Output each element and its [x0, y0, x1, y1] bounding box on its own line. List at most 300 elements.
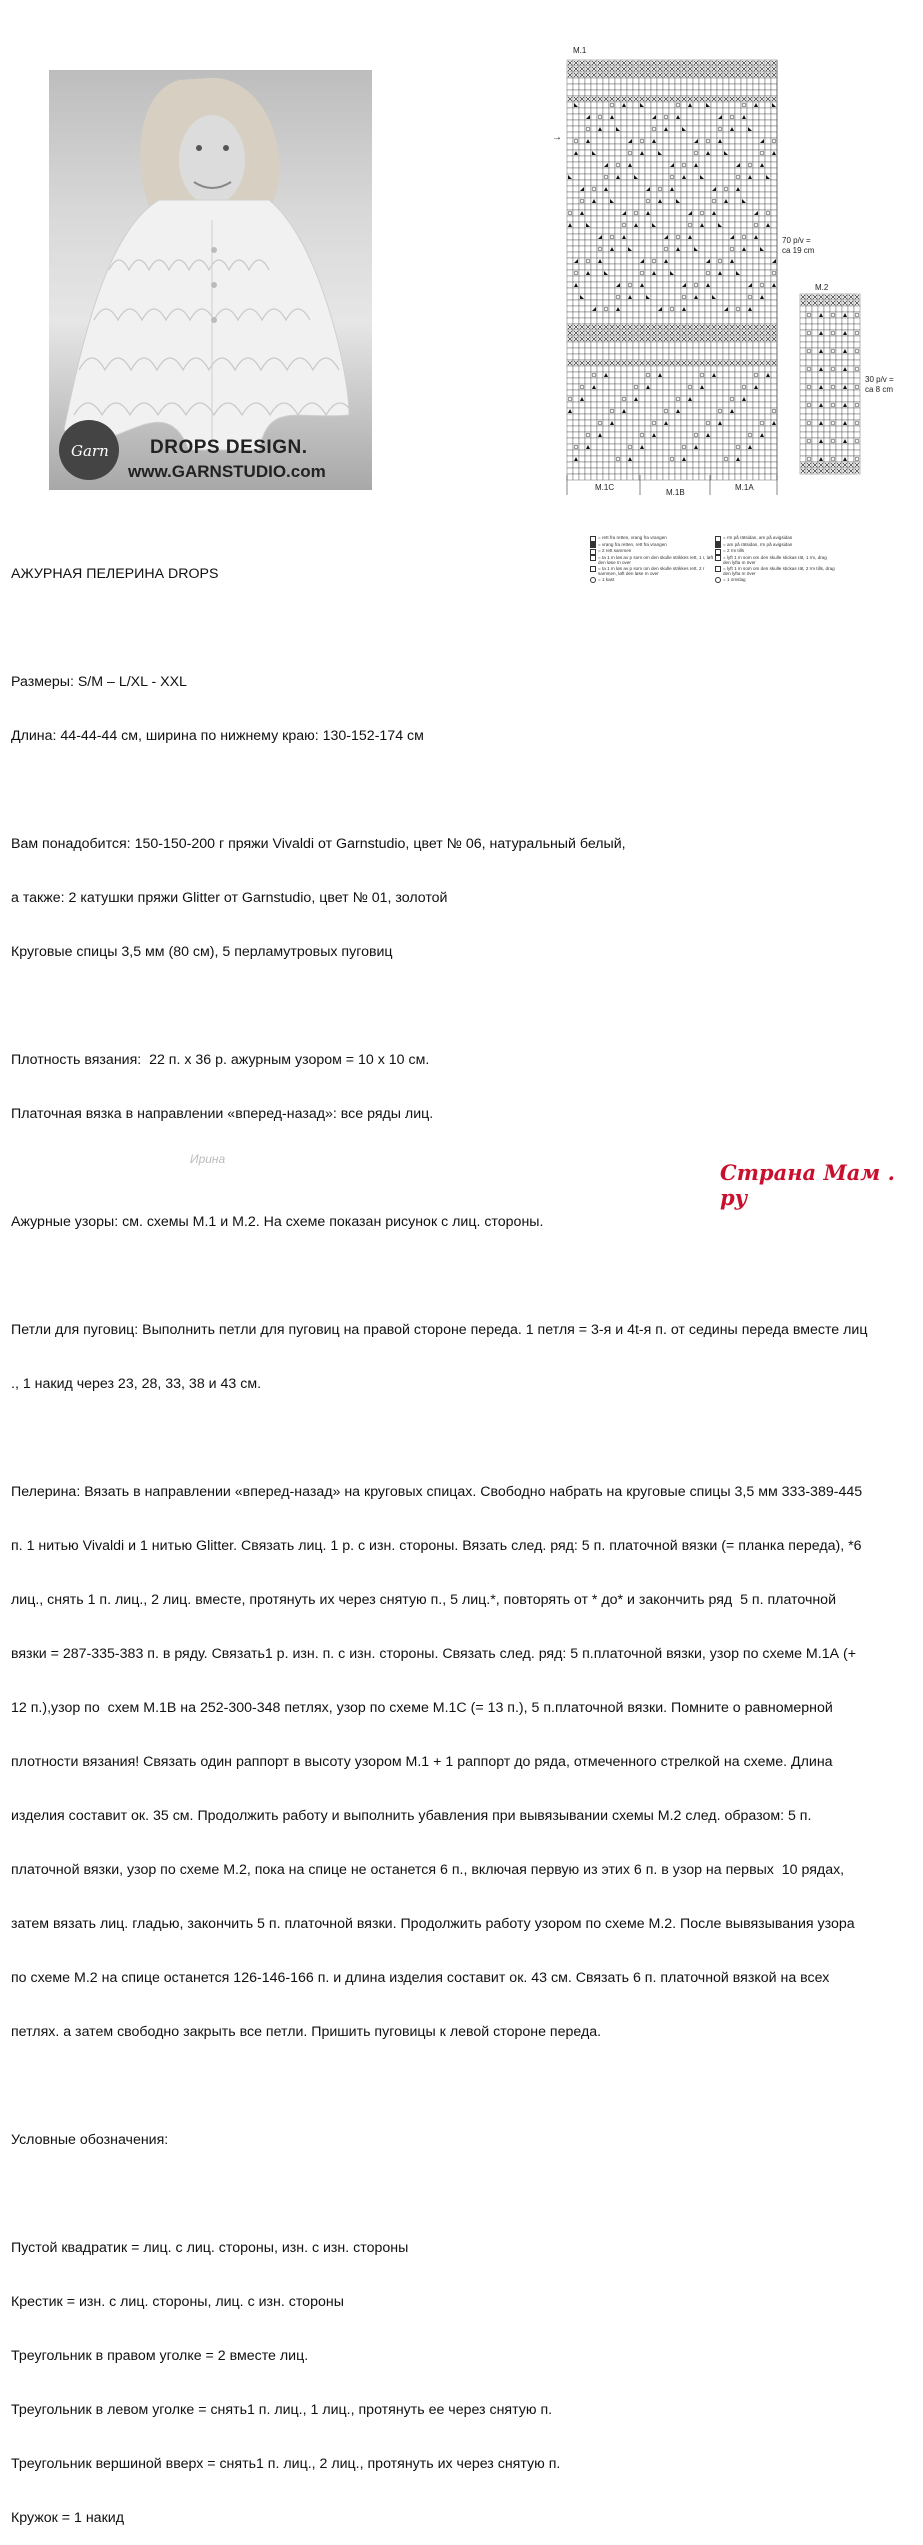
chart-cell — [615, 192, 621, 198]
chart-cell — [848, 354, 854, 360]
chart-cell — [741, 276, 747, 282]
chart-cell — [824, 312, 830, 318]
chart-cell — [771, 342, 777, 348]
chart-cell — [633, 144, 639, 150]
chart-cell — [651, 462, 657, 468]
chart-cell — [830, 354, 836, 360]
chart-cell — [627, 318, 633, 324]
chart-cell — [573, 342, 579, 348]
chart-cell — [723, 108, 729, 114]
chart-cell — [621, 180, 627, 186]
chart-cell — [645, 150, 651, 156]
chart-cell — [585, 108, 591, 114]
chart-cell — [717, 450, 723, 456]
chart-cell — [627, 180, 633, 186]
chart-cell — [633, 270, 639, 276]
chart-cell — [597, 216, 603, 222]
chart-cell — [639, 78, 645, 84]
chart-cell — [645, 402, 651, 408]
chart-cell — [645, 132, 651, 138]
chart-cell — [753, 186, 759, 192]
chart-cell — [645, 468, 651, 474]
chart-cell — [681, 408, 687, 414]
chart-cell — [633, 288, 639, 294]
chart-cell — [669, 474, 675, 480]
chart-cell — [729, 462, 735, 468]
chart-cell — [609, 438, 615, 444]
chart-cell — [645, 348, 651, 354]
chart-cell — [597, 252, 603, 258]
chart-cell — [705, 462, 711, 468]
chart-cell — [747, 408, 753, 414]
chart-cell — [693, 474, 699, 480]
chart-cell — [687, 456, 693, 462]
chart-cell — [621, 258, 627, 264]
chart-cell — [627, 204, 633, 210]
chart-cell — [645, 222, 651, 228]
chart-cell — [687, 270, 693, 276]
chart-cell — [669, 120, 675, 126]
chart-cell — [824, 450, 830, 456]
cape-line-1: Пелерина: Вязать в направлении «вперед-назад» на круговых спицах. Свободно набрать на круговые спицы 3,5 мм 333-389-445 — [11, 1484, 863, 1500]
chart-cell — [651, 408, 657, 414]
chart-cell — [711, 78, 717, 84]
chart-cell — [585, 102, 591, 108]
chart-cell — [663, 402, 669, 408]
chart-cell — [675, 126, 681, 132]
chart-cell — [663, 192, 669, 198]
chart-cell — [705, 174, 711, 180]
chart-cell — [639, 216, 645, 222]
chart-cell — [699, 306, 705, 312]
m2-height-note-1: 30 p/v = — [865, 375, 894, 384]
chart-cell — [765, 468, 771, 474]
chart-cell — [765, 144, 771, 150]
legend-row: = lyft 1 m som om den skulle stickas rät, 1 rm, drag den lyfta m över — [715, 555, 835, 566]
chart-cell — [591, 84, 597, 90]
chart-cell — [753, 168, 759, 174]
chart-cell — [753, 474, 759, 480]
chart-cell — [621, 120, 627, 126]
chart-cell — [651, 312, 657, 318]
chart-cell — [645, 432, 651, 438]
chart-cell — [806, 342, 812, 348]
chart-cell — [693, 186, 699, 192]
chart-cell — [687, 462, 693, 468]
chart-cell — [771, 390, 777, 396]
chart-cell — [669, 450, 675, 456]
chart-cell — [765, 168, 771, 174]
chart-cell — [567, 378, 573, 384]
chart-cell — [735, 84, 741, 90]
chart-cell — [842, 426, 848, 432]
chart-cell — [699, 114, 705, 120]
chart-cell — [651, 342, 657, 348]
chart-cell — [693, 108, 699, 114]
chart-cell — [579, 462, 585, 468]
chart-cell — [579, 474, 585, 480]
chart-cell — [717, 162, 723, 168]
chart-cell — [579, 366, 585, 372]
chart-cell — [621, 390, 627, 396]
chart-cell — [639, 222, 645, 228]
chart-cell — [699, 354, 705, 360]
chart-cell — [699, 318, 705, 324]
chart-cell — [848, 402, 854, 408]
chart-cell — [735, 234, 741, 240]
chart-cell — [573, 462, 579, 468]
chart-cell — [705, 186, 711, 192]
chart-cell — [723, 222, 729, 228]
chart-cell — [633, 420, 639, 426]
chart-cell — [657, 396, 663, 402]
chart-cell — [681, 168, 687, 174]
chart-cell — [657, 384, 663, 390]
chart-cell — [771, 228, 777, 234]
chart-cell — [753, 282, 759, 288]
chart-cell — [663, 102, 669, 108]
chart-cell — [693, 90, 699, 96]
chart-cell — [729, 102, 735, 108]
chart-cell — [609, 252, 615, 258]
chart-cell — [747, 150, 753, 156]
m1-height-note-1: 70 p/v = — [782, 236, 811, 245]
chart-cell — [585, 294, 591, 300]
chart-cell — [591, 252, 597, 258]
chart-cell — [747, 168, 753, 174]
chart-cell — [681, 420, 687, 426]
chart-cell — [585, 366, 591, 372]
chart-cell — [693, 462, 699, 468]
chart-cell — [765, 432, 771, 438]
chart-cell — [741, 264, 747, 270]
chart-cell — [567, 180, 573, 186]
chart-cell — [693, 342, 699, 348]
chart-cell — [669, 84, 675, 90]
chart-cell — [573, 474, 579, 480]
chart-cell — [693, 270, 699, 276]
chart-cell — [633, 192, 639, 198]
chart-cell — [591, 312, 597, 318]
chart-cell — [741, 240, 747, 246]
chart-cell — [681, 474, 687, 480]
chart-cell — [573, 432, 579, 438]
chart-cell — [765, 462, 771, 468]
chart-cell — [615, 204, 621, 210]
chart-cell — [603, 102, 609, 108]
chart-cell — [645, 450, 651, 456]
chart-cell — [830, 336, 836, 342]
chart-cell — [669, 348, 675, 354]
chart-cell — [609, 264, 615, 270]
chart-cell — [567, 372, 573, 378]
chart-cell — [806, 360, 812, 366]
chart-cell — [669, 138, 675, 144]
chart-cell — [741, 186, 747, 192]
chart-cell — [735, 240, 741, 246]
chart-cell — [645, 456, 651, 462]
chart-cell — [842, 360, 848, 366]
chart-cell — [747, 354, 753, 360]
chart-cell — [567, 168, 573, 174]
chart-arrow: → — [552, 132, 562, 143]
chart-cell — [729, 420, 735, 426]
chart-cell — [675, 468, 681, 474]
chart-cell — [848, 420, 854, 426]
chart-cell — [723, 216, 729, 222]
chart-cell — [651, 156, 657, 162]
legend-line-6: Кружок = 1 накид — [11, 2510, 124, 2526]
chart-cell — [639, 234, 645, 240]
chart-cell — [836, 432, 842, 438]
chart-cell — [663, 90, 669, 96]
chart-cell — [633, 468, 639, 474]
chart-cell — [645, 144, 651, 150]
chart-cell — [663, 450, 669, 456]
chart-cell — [633, 126, 639, 132]
chart-cell — [765, 162, 771, 168]
chart-cell — [747, 246, 753, 252]
chart-cell — [591, 444, 597, 450]
chart-cell — [675, 456, 681, 462]
chart-cell — [681, 228, 687, 234]
chart-cell — [603, 414, 609, 420]
chart-cell — [603, 342, 609, 348]
chart-cell — [633, 162, 639, 168]
chart-cell — [842, 432, 848, 438]
chart-cell — [675, 366, 681, 372]
chart-cell — [747, 318, 753, 324]
chart-cell — [603, 90, 609, 96]
chart-cell — [753, 312, 759, 318]
chart-cell — [573, 294, 579, 300]
chart-cell — [585, 150, 591, 156]
chart-cell — [711, 150, 717, 156]
chart-cell — [579, 438, 585, 444]
chart-cell — [615, 270, 621, 276]
chart-cell — [747, 198, 753, 204]
chart-cell — [597, 366, 603, 372]
chart-cell — [627, 354, 633, 360]
chart-cell — [573, 180, 579, 186]
chart-cell — [591, 180, 597, 186]
chart-cell — [627, 342, 633, 348]
chart-cell — [681, 132, 687, 138]
chart-cell — [615, 462, 621, 468]
chart-cell — [717, 312, 723, 318]
chart-cell — [585, 192, 591, 198]
chart-cell — [675, 120, 681, 126]
chart-cell — [717, 432, 723, 438]
chart-cell — [759, 378, 765, 384]
chart-cell — [806, 354, 812, 360]
chart-cell — [759, 438, 765, 444]
chart-cell — [633, 240, 639, 246]
chart-cell — [771, 168, 777, 174]
chart-cell — [729, 90, 735, 96]
chart-cell — [717, 366, 723, 372]
chart-cell — [717, 216, 723, 222]
chart-cell — [603, 450, 609, 456]
chart-cell — [573, 366, 579, 372]
chart-cell — [609, 300, 615, 306]
chart-cell — [567, 114, 573, 120]
chart-cell — [609, 210, 615, 216]
chart-cell — [645, 120, 651, 126]
watermark-site[interactable]: Страна Мам . ру — [720, 1160, 895, 1210]
chart-cell — [579, 300, 585, 306]
brand-name: DROPS DESIGN. — [150, 437, 308, 458]
chart-cell — [663, 276, 669, 282]
chart-cell — [741, 288, 747, 294]
chart-cell — [591, 120, 597, 126]
chart-cell — [812, 360, 818, 366]
chart-cell — [591, 156, 597, 162]
chart-cell — [567, 102, 573, 108]
chart-cell — [663, 414, 669, 420]
chart-cell — [567, 228, 573, 234]
chart-cell — [753, 438, 759, 444]
chart-cell — [741, 210, 747, 216]
chart-cell — [747, 420, 753, 426]
chart-cell — [741, 342, 747, 348]
chart-cell — [639, 420, 645, 426]
chart-cell — [651, 426, 657, 432]
chart-cell — [633, 438, 639, 444]
chart-cell — [645, 288, 651, 294]
chart-cell — [567, 108, 573, 114]
chart-cell — [753, 444, 759, 450]
chart-cell — [639, 306, 645, 312]
chart-cell — [609, 456, 615, 462]
chart-cell — [627, 240, 633, 246]
chart-cell — [591, 228, 597, 234]
chart-cell — [621, 78, 627, 84]
chart-m1-grid — [567, 60, 777, 480]
chart-cell — [741, 144, 747, 150]
chart-cell — [812, 438, 818, 444]
chart-cell — [669, 378, 675, 384]
chart-cell — [681, 216, 687, 222]
chart-cell — [705, 228, 711, 234]
chart-cell — [603, 150, 609, 156]
chart-cell — [723, 384, 729, 390]
chart-cell — [836, 414, 842, 420]
chart-cell — [824, 426, 830, 432]
chart-cell — [567, 162, 573, 168]
chart-cell — [573, 144, 579, 150]
chart-cell — [759, 306, 765, 312]
chart-cell — [573, 408, 579, 414]
chart-cell — [591, 366, 597, 372]
chart-cell — [573, 348, 579, 354]
chart-cell — [651, 246, 657, 252]
chart-cell — [645, 426, 651, 432]
chart-cell — [723, 252, 729, 258]
chart-cell — [723, 132, 729, 138]
chart-cell — [591, 348, 597, 354]
chart-cell — [747, 468, 753, 474]
chart-cell — [651, 240, 657, 246]
chart-cell — [735, 318, 741, 324]
chart-cell — [579, 420, 585, 426]
chart-cell — [687, 90, 693, 96]
chart-cell — [615, 198, 621, 204]
chart-cell — [639, 318, 645, 324]
model-illustration — [49, 70, 372, 490]
chart-cell — [609, 258, 615, 264]
chart-cell — [687, 204, 693, 210]
chart-cell — [717, 402, 723, 408]
chart-cell — [657, 222, 663, 228]
chart-cell — [681, 198, 687, 204]
chart-cell — [645, 408, 651, 414]
chart-cell — [585, 216, 591, 222]
chart-cell — [765, 438, 771, 444]
chart-cell — [591, 390, 597, 396]
chart-cell — [812, 414, 818, 420]
chart-cell — [759, 408, 765, 414]
chart-cell — [627, 396, 633, 402]
chart-cell — [741, 192, 747, 198]
chart-cell — [729, 156, 735, 162]
chart-cell — [717, 276, 723, 282]
chart-cell — [681, 222, 687, 228]
chart-cell — [627, 438, 633, 444]
chart-cell — [597, 162, 603, 168]
chart-cell — [573, 198, 579, 204]
chart-cell — [657, 108, 663, 114]
chart-cell — [627, 102, 633, 108]
chart-cell — [854, 414, 860, 420]
chart-cell — [615, 240, 621, 246]
chart-cell — [753, 264, 759, 270]
chart-cell — [657, 252, 663, 258]
chart-cell — [585, 312, 591, 318]
chart-cell — [806, 324, 812, 330]
chart-cell — [717, 378, 723, 384]
chart-cell — [585, 348, 591, 354]
chart-cell — [753, 162, 759, 168]
chart-cell — [806, 396, 812, 402]
chart-cell — [597, 306, 603, 312]
chart-cell — [747, 348, 753, 354]
chart-cell — [621, 318, 627, 324]
chart-cell — [639, 156, 645, 162]
chart-cell — [753, 126, 759, 132]
chart-cell — [699, 138, 705, 144]
chart-cell — [753, 192, 759, 198]
chart-cell — [591, 450, 597, 456]
chart-cell — [639, 438, 645, 444]
chart-cell — [639, 264, 645, 270]
chart-cell — [663, 222, 669, 228]
chart-cell — [669, 420, 675, 426]
chart-cell — [747, 426, 753, 432]
chart-cell — [603, 444, 609, 450]
chart-cell — [717, 468, 723, 474]
chart-cell — [609, 108, 615, 114]
chart-cell — [753, 408, 759, 414]
chart-cell — [669, 318, 675, 324]
chart-cell — [771, 366, 777, 372]
chart-cell — [585, 156, 591, 162]
chart-cell — [645, 180, 651, 186]
chart-cell — [591, 318, 597, 324]
chart-cell — [585, 90, 591, 96]
chart-cell — [669, 384, 675, 390]
chart-cell — [579, 84, 585, 90]
